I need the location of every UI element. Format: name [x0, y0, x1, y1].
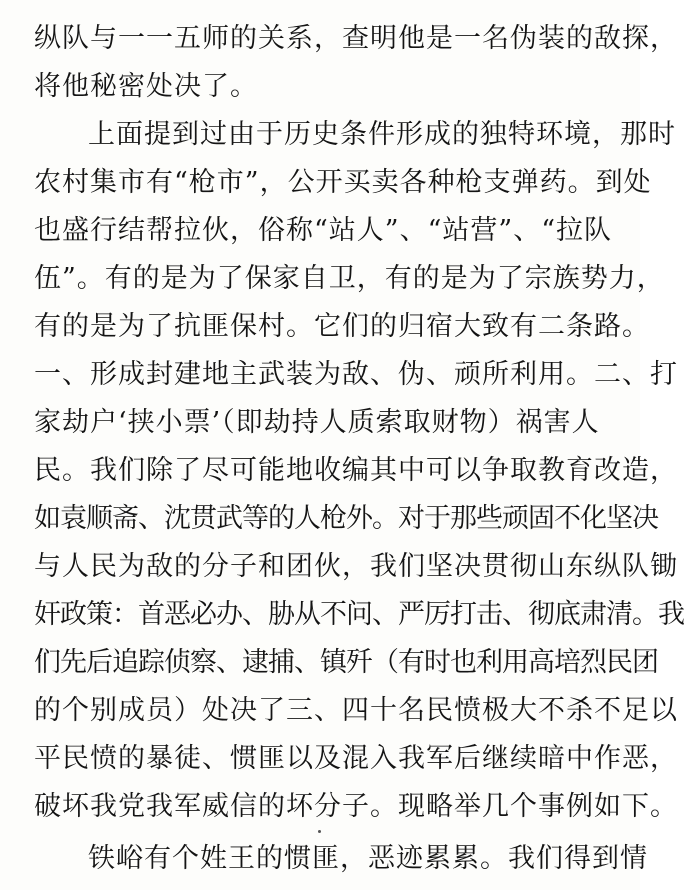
- text-line-10: 民。我们除了尽可能地收编其中可以争取教育改造，: [34, 455, 678, 486]
- text-line-13: 奸政策：首恶必办、胁从不问、严厉打击、彻底肃清。我: [34, 599, 684, 630]
- text-line-3: 上面提到过由于历史条件形成的独特环境，那时: [88, 119, 676, 150]
- text-line-8: 一、形成封建地主武装为敌、伪、顽所利用。二、打: [34, 359, 678, 390]
- text-line-5: 也盛行结帮拉伙，俗称“站人”、“站营”、“拉队: [34, 215, 613, 246]
- text-line-7: 有的是为了抗匪保村。它们的归宿大致有二条路。: [34, 311, 650, 342]
- text-line-4: 农村集市有“枪市”，公开买卖各种枪支弹药。到处: [34, 167, 652, 198]
- text-line-17: 破坏我党我军威信的坏分子。现略举几个事例如下。: [34, 791, 678, 822]
- text-line-11: 如袁顺斋、沈贯武等的人枪外。对于那些顽固不化坚决: [34, 503, 658, 534]
- text-line-15: 的个别成员）处决了三、四十名民愤极大不杀不足以: [34, 695, 678, 726]
- text-line-16: 平民愤的暴徒、惯匪以及混入我军后继续暗中作恶，: [34, 743, 678, 774]
- scan-speck: [318, 830, 321, 833]
- text-line-2: 将他秘密处决了。: [34, 71, 258, 102]
- text-line-12: 与人民为敌的分子和团伙，我们坚决贯彻山东纵队锄: [34, 551, 678, 582]
- text-line-9: 家劫户‘挟小票’（即劫持人质索取财物）祸害人: [34, 407, 600, 438]
- text-line-6: 伍”。有的是为了保家自卫，有的是为了宗族势力，: [34, 263, 665, 294]
- text-line-1: 纵队与一一五师的关系，查明他是一名伪装的敌探，: [34, 23, 678, 54]
- text-line-14: 们先后追踪侦察、逮捕、镇歼（有时也利用高培烈民团: [34, 647, 658, 678]
- text-line-18: 铁峪有个姓王的惯匪，恶迹累累。我们得到情: [88, 843, 648, 874]
